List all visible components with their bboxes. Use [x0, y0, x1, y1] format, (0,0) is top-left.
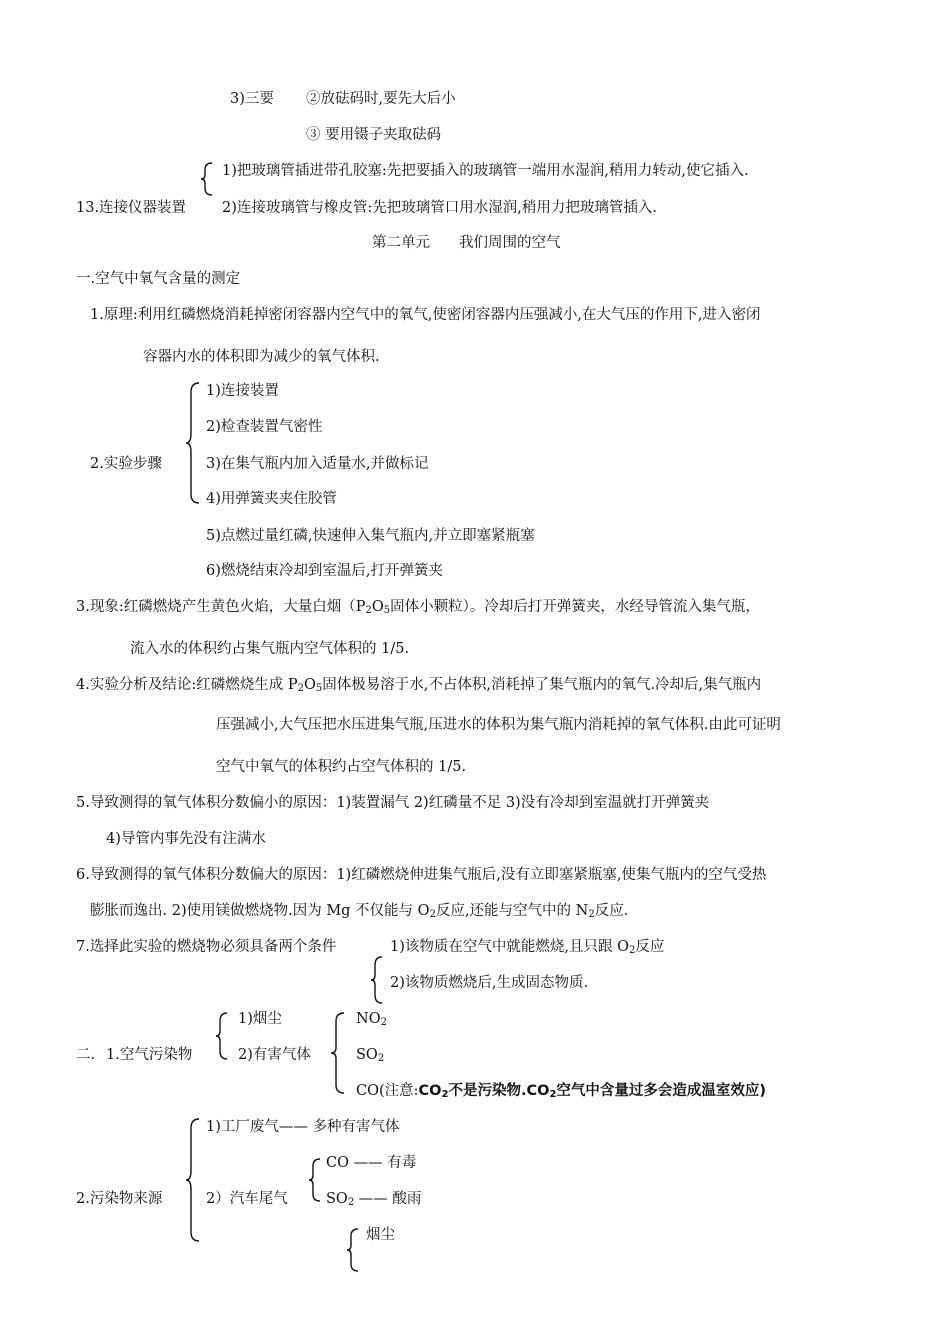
low-reasons-line-1: 5.导致测得的氧气体积分数偏小的原因：1)装置漏气 2)红磷量不足 3)没有冷却到室温就打开弹簧夹	[76, 795, 710, 811]
section-1-heading: 一.空气中氧气含量的测定	[76, 271, 241, 287]
pollutant-dust: 1)烟尘	[238, 1011, 282, 1027]
step-6: 6)燃烧结束冷却到室温后,打开弹簧夹	[206, 563, 443, 579]
analysis-line-2: 压强减小,大气压把水压进集气瓶,压进水的体积为集气瓶内消耗掉的氧气体积.由此可证明	[216, 717, 781, 733]
gas-no2: $NO_2$	[356, 1011, 387, 1028]
connect-title: 13.连接仪器装置	[76, 200, 187, 216]
step-4: 4)用弹簧夹夹住胶管	[206, 491, 337, 507]
car-co: CO —— 有毒	[326, 1155, 417, 1171]
sources-brace-icon	[185, 1118, 201, 1242]
connect-item-2: 2)连接玻璃管与橡皮管:先把玻璃管口用水湿润,稍用力把玻璃管插入.	[222, 200, 657, 216]
source-dust: 烟尘	[366, 1227, 395, 1243]
condition-1: 1)该物质在空气中就能燃烧,且只跟 $O_2$反应	[390, 939, 665, 956]
step-1: 1)连接装置	[206, 383, 279, 399]
balance-rule-2: ②放砝码时,要先大后小	[306, 91, 456, 107]
pollutant-gas: 2)有害气体	[238, 1047, 311, 1063]
dust-brace-icon	[346, 1228, 360, 1272]
connect-item-1: 1)把玻璃管插进带孔胶塞:先把要插入的玻璃管一端用水湿润,稍用力转动,使它插入.	[222, 163, 749, 179]
condition-2: 2)该物质燃烧后,生成固态物质.	[390, 975, 589, 991]
phenomenon-line-2: 流入水的体积约占集气瓶内空气体积的 1/5.	[130, 641, 410, 657]
steps-brace-icon	[185, 382, 201, 504]
phenomenon-line-1: 3.现象:红磷燃烧产生黄色火焰，大量白烟（$P_2O_5$固体小颗粒）。冷却后打开弹簧夹，水经导管流入集气瓶，	[76, 599, 760, 616]
low-reasons-line-2: 4)导管内事先没有注满水	[106, 831, 266, 847]
pollutants-brace-icon	[215, 1012, 229, 1060]
section-2-heading: 二.	[76, 1047, 96, 1063]
connect-brace-icon	[200, 162, 214, 196]
analysis-line-1: 4.实验分析及结论:红磷燃烧生成 $P_2O_5$固体极易溶于水,不占体积,消耗掉了集气瓶内的氧气.冷却后,集气瓶内	[76, 677, 762, 694]
gas-co-note: CO(注意$:CO_2$不是污染物$.CO_2$空气中含量过多会造成温室效应)	[356, 1083, 767, 1100]
conditions-title: 7.选择此实验的燃烧物必须具备两个条件	[76, 939, 337, 955]
step-2: 2)检查装置气密性	[206, 419, 323, 435]
gas-so2: $SO_2$	[356, 1047, 385, 1064]
sources-title: 2.污染物来源	[76, 1191, 163, 1207]
gas-brace-icon	[330, 1012, 346, 1094]
principle-line-1: 1.原理:利用红磷燃烧消耗掉密闭容器内空气中的氧气,使密闭容器内压强减小,在大气压的作用下,进入密闭	[90, 307, 761, 323]
steps-title: 2.实验步骤	[90, 456, 162, 472]
balance-rule-3: ③ 要用镊子夹取砝码	[306, 127, 442, 143]
pollutants-title: 1.空气污染物	[106, 1047, 193, 1063]
car-so2: $SO_2$ —— 酸雨	[326, 1191, 422, 1208]
principle-line-2: 容器内水的体积即为减少的氧气体积.	[143, 349, 380, 365]
car-brace-icon	[308, 1158, 322, 1202]
step-3: 3)在集气瓶内加入适量水,并做标记	[206, 456, 429, 472]
conditions-brace-icon	[370, 956, 384, 1004]
balance-three-rules-label: 3)三要	[230, 91, 274, 107]
high-reasons-line-1: 6.导致测得的氧气体积分数偏大的原因：1)红磷燃烧伸进集气瓶后,没有立即塞紧瓶塞,使集气瓶内的空气受热	[76, 867, 767, 883]
source-car: 2）汽车尾气	[206, 1191, 288, 1207]
source-factory: 1)工厂废气—— 多种有害气体	[206, 1119, 400, 1135]
high-reasons-line-2: 膨胀而逸出. 2)使用镁做燃烧物.因为 Mg 不仅能与 $O_2$反应,还能与空气中的 $N_2$反应.	[90, 903, 629, 920]
step-5: 5)点燃过量红磷,快速伸入集气瓶内,并立即塞紧瓶塞	[206, 528, 535, 544]
analysis-line-3: 空气中氧气的体积约占空气体积的 1/5.	[216, 759, 467, 775]
unit-title: 第二单元 我们周围的空气	[372, 235, 561, 251]
